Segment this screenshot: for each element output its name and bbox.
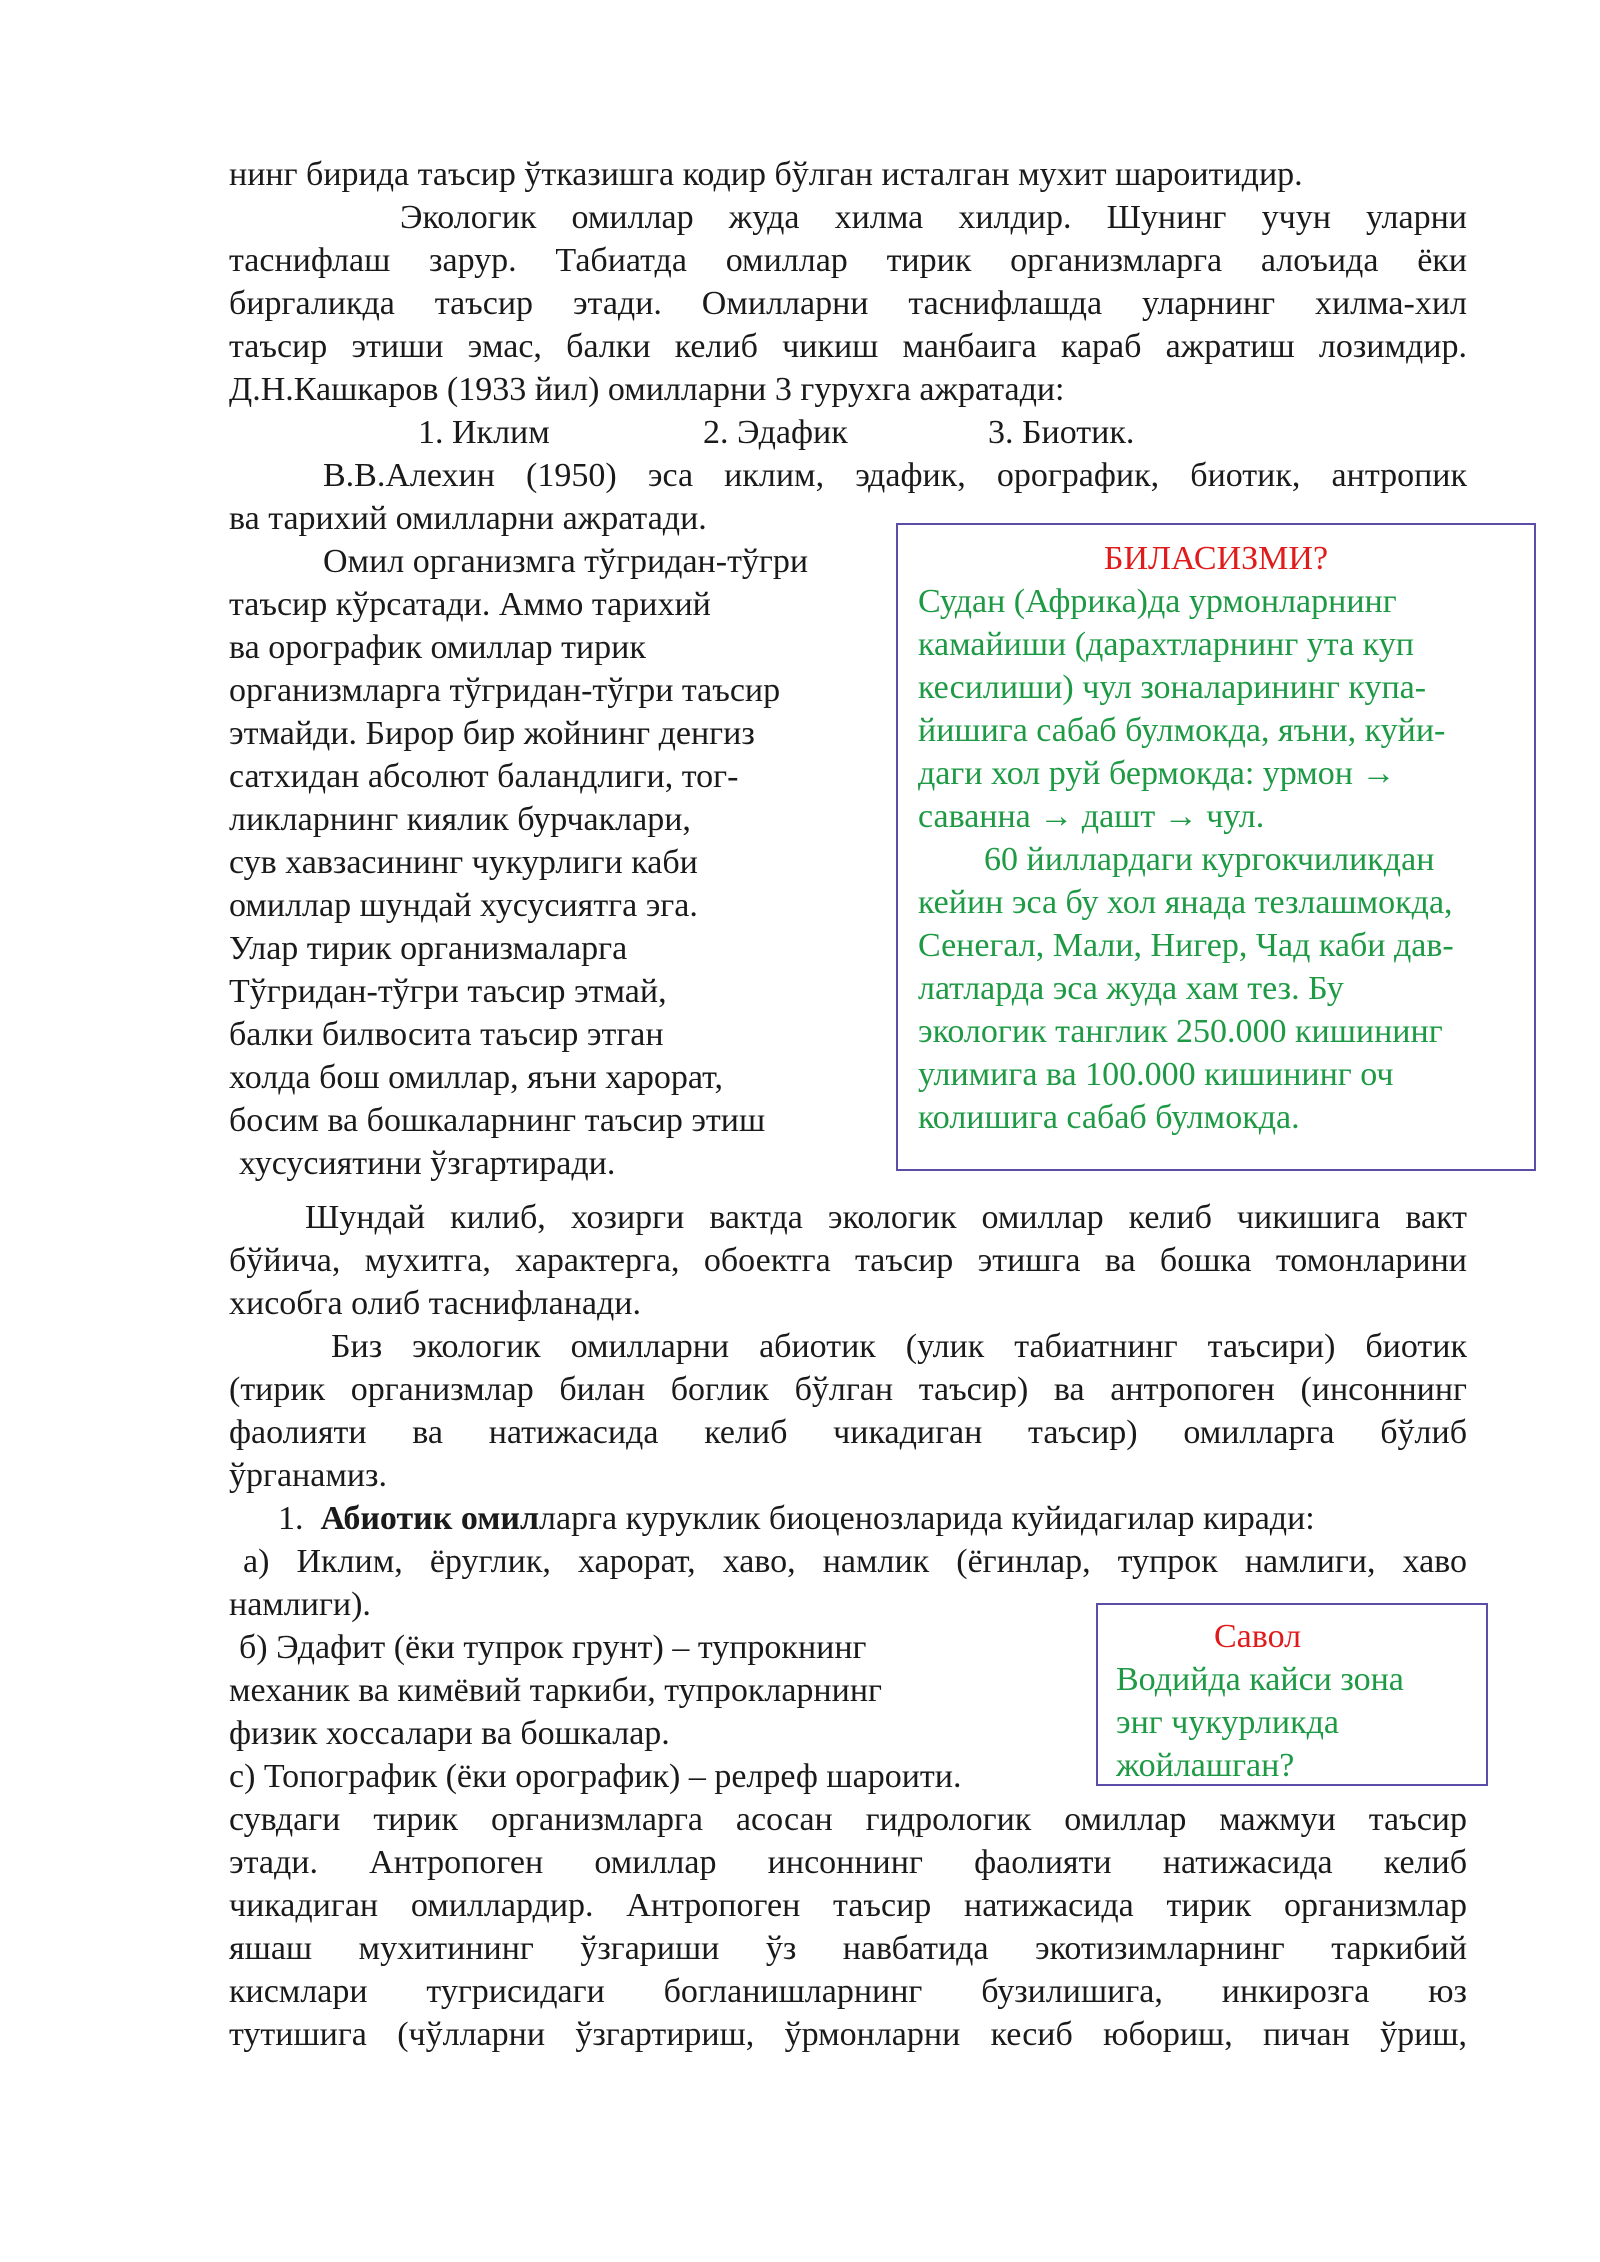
box-line: Сенегал, Мали, Нигер, Чад каби дав- [918,927,1454,964]
box-line: кейин эса бу хол янада тезлашмокда, [918,884,1453,921]
box-line: латларда эса жуда хам тез. Бу [918,970,1344,1007]
box-line: даги хол руй бермокда: урмон → [918,755,1396,792]
box-line: экологик танглик 250.000 кишининг [918,1013,1443,1050]
text-line: фаолияти ва натижасида келиб чикадиган таъсир) омилларга бўлиб [229,1414,1467,1451]
factor-item: 2. Эдафик [703,414,848,451]
text-line: физик хоссалари ва бошкалар. [229,1715,670,1752]
box-line: кесилиши) чул зоналарининг купа- [918,669,1427,706]
text-line: кисмлари тугрисидаги богланишларнинг бузилишига, инкирозга юз [229,1973,1467,2010]
text-line: хисобга олиб таснифланади. [229,1285,642,1322]
box-line: камайиши (дарахтларнинг ута куп [918,626,1414,663]
column-line: холда бош омиллар, яъни харорат, [229,1059,723,1096]
text-line: Д.Н.Кашкаров (1933 йил) омилларни 3 гурухга ажратади: [229,371,1065,408]
text-line: Экологик омиллар жуда хилма хилдир. Шунинг учун уларни [400,199,1467,236]
column-line: ликларнинг киялик бурчаклари, [229,801,691,838]
box-line: саванна → дашт → чул. [918,798,1265,835]
factor-item: 1. Иклим [418,414,550,451]
column-line: балки билвосита таъсир этган [229,1016,664,1053]
question-line: Водийда кайси зона [1116,1661,1404,1698]
text-line: таснифлаш зарур. Табиатда омиллар тирик организмларга алоъида ёки [229,242,1467,279]
text-line: Шундай килиб, хозирги вактда экологик омиллар келиб чикишига вакт [305,1199,1467,1236]
abiotic-term: Абиотик омил [320,1500,540,1537]
question-line: жойлашган? [1116,1747,1295,1784]
box-line: улимига ва 100.000 кишининг оч [918,1056,1394,1093]
text-line: тутишига (чўлларни ўзгартириш, ўрмонларни кесиб юбориш, пичан ўриш, [229,2016,1467,2053]
text-line: чикадиган омиллардир. Антропоген таъсир натижасида тирик организмлар [229,1887,1467,1924]
column-line: Омил организмга тўгридан-тўгри [323,543,809,580]
text-line: а) Иклим, ёруглик, харорат, хаво, намлик (ёгинлар, тупрок намлиги, хаво [243,1543,1467,1580]
text-line: биргаликда таъсир этади. Омилларни таснифлашда уларнинг хилма-хил [229,285,1467,322]
abiotic-heading-rest: ларга куруклик биоценозларида куйидагилар киради: [539,1500,1315,1537]
did-you-know-box [896,523,1536,1171]
column-line: Улар тирик организмаларга [229,930,628,967]
text-line: б) Эдафит (ёки тупрок грунт) – тупрокнинг [239,1629,867,1666]
question-line: энг чукурликда [1116,1704,1339,1741]
column-line: сатхидан абсолют баландлиги, тог- [229,758,739,795]
text-line: намлиги). [229,1586,371,1623]
text-line: нинг бирида таъсир ўтказишга кодир бўлган исталган мухит шароитидир. [229,156,1303,193]
question-title: Савол [1214,1618,1302,1655]
did-you-know-title: БИЛАСИЗМИ? [1103,540,1329,577]
text-line: ўрганамиз. [229,1457,387,1494]
text-line: яшаш мухитининг ўзгариши ўз навбатида экотизимларнинг таркибий [229,1930,1467,1967]
text-line: с) Топографик (ёки орографик) – релреф шароити. [229,1758,962,1795]
list-number: 1. [278,1500,304,1537]
box-line: колишига сабаб булмокда. [918,1099,1300,1136]
column-line: Тўгридан-тўгри таъсир этмай, [229,973,667,1010]
text-line: В.В.Алехин (1950) эса иклим, эдафик, орографик, биотик, антропик [323,457,1467,494]
text-line: Биз экологик омилларни абиотик (улик табиатнинг таъсири) биотик [331,1328,1467,1365]
question-box [1096,1603,1488,1786]
column-line: босим ва бошкаларнинг таъсир этиш [229,1102,766,1139]
text-line: этади. Антропоген омиллар инсоннинг фаолияти натижасида келиб [229,1844,1467,1881]
column-line: сув хавзасининг чукурлиги каби [229,844,698,881]
text-line: таъсир этиши эмас, балки келиб чикиш манбаига караб ажратиш лозимдир. [229,328,1467,365]
factor-item: 3. Биотик. [988,414,1135,451]
text-line: механик ва кимёвий таркиби, тупрокларнинг [229,1672,882,1709]
text-line: бўйича, мухитга, характерга, обоектга таъсир этишга ва бошка томонларини [229,1242,1467,1279]
column-line: омиллар шундай хусусиятга эга. [229,887,698,924]
abiotic-heading [278,1497,1458,1540]
box-line: йишига сабаб булмокда, яъни, куйи- [918,712,1446,749]
column-line: этмайди. Бирор бир жойнинг денгиз [229,715,755,752]
text-line: (тирик организмлар билан боглик бўлган таъсир) ва антропоген (инсоннинг [229,1371,1467,1408]
box-line: Судан (Африка)да урмонларнинг [918,583,1397,620]
column-line: хусусиятини ўзгартиради. [239,1145,616,1182]
box-line: 60 йиллардаги кургокчиликдан [984,841,1435,878]
column-line: ва орографик омиллар тирик [229,629,646,666]
column-line: организмларга тўгридан-тўгри таъсир [229,672,781,709]
column-line: таъсир кўрсатади. Аммо тарихий [229,586,711,623]
text-line: сувдаги тирик организмларга асосан гидрологик омиллар мажмуи таъсир [229,1801,1467,1838]
text-line: ва тарихий омилларни ажратади. [229,500,707,537]
